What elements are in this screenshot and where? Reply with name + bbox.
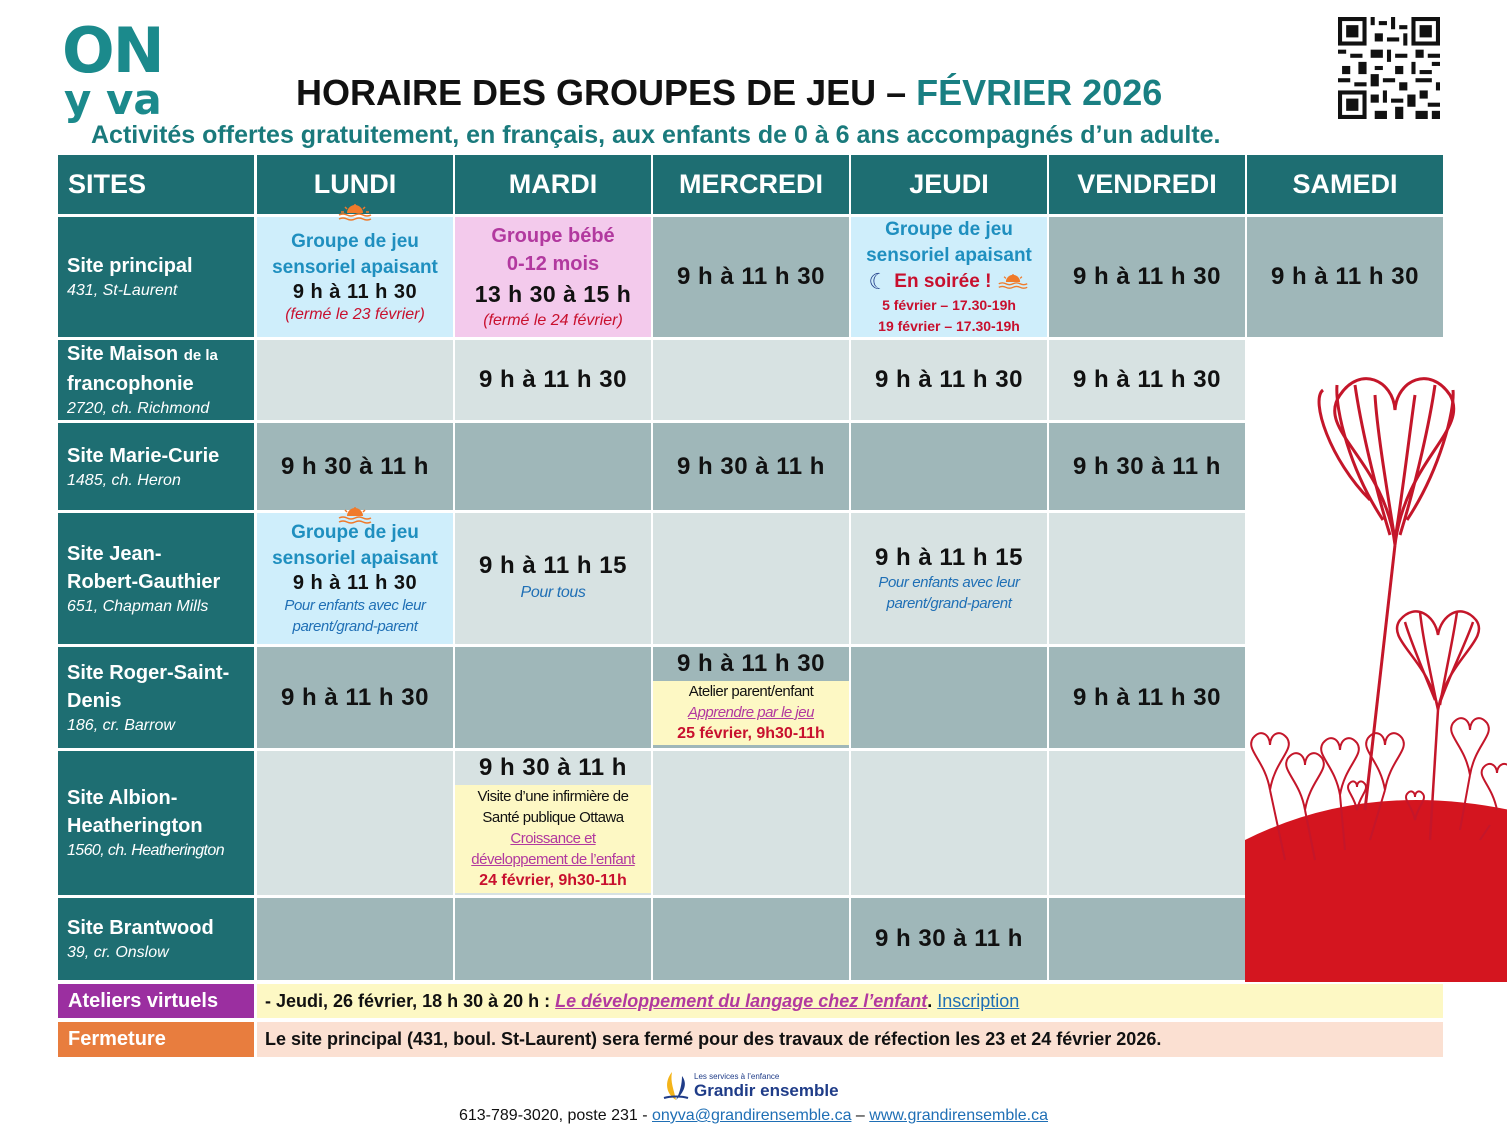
- evening-date-1: 5 février – 17.30-19h: [882, 297, 1016, 313]
- site-name-line2: Heatherington: [67, 815, 203, 837]
- virtual-workshop-link[interactable]: Le développement du langage chez l’enfant: [555, 990, 928, 1011]
- cell-time: 9 h 30 à 11 h: [1073, 452, 1221, 480]
- cell-maison-mardi: [455, 340, 651, 420]
- header-vendredi: VENDREDI: [1049, 155, 1245, 214]
- cell-albion-lundi: [257, 751, 453, 895]
- site-name: Site principal: [67, 255, 193, 277]
- nurse-visit-link-2[interactable]: développement de l’enfant: [471, 851, 635, 868]
- schedule-table: [58, 155, 1443, 982]
- qr-code-icon: [1338, 17, 1440, 119]
- cell-subtitle: sensoriel apaisant: [272, 548, 438, 569]
- workshop-link[interactable]: Apprendre par le jeu: [688, 704, 814, 721]
- site-address: 186, cr. Barrow: [67, 716, 175, 734]
- title-main: HORAIRE DES GROUPES DE JEU –: [296, 72, 917, 113]
- cell-time: 9 h à 11 h 30: [281, 683, 429, 711]
- cell-curie-mardi: [455, 423, 651, 510]
- footer-phone: 613-789-3020, poste 231 -: [458, 1107, 652, 1124]
- cell-time: 9 h à 11 h 30: [292, 572, 418, 594]
- cell-maison-lundi: [257, 340, 453, 420]
- site-name-line2: francophonie: [67, 373, 194, 395]
- site-marie-curie: [58, 423, 254, 510]
- site-name-line2: Denis: [67, 689, 122, 712]
- cell-time: 9 h 30 à 11 h: [677, 452, 825, 480]
- cell-time: 9 h à 11 h 30: [1073, 366, 1221, 393]
- site-address: 651, Chapman Mills: [67, 597, 209, 615]
- cell-principal-samedi: [1247, 217, 1443, 337]
- footer-website-link[interactable]: www.grandirensemble.ca: [869, 1107, 1049, 1124]
- site-name: Site Roger-Saint-: [67, 661, 230, 684]
- cell-time: 9 h à 11 h 30: [875, 366, 1023, 393]
- logo-on: ON: [62, 14, 163, 87]
- cell-title: Groupe bébé: [491, 225, 615, 247]
- cell-curie-lundi: [257, 423, 453, 510]
- virtual-prefix: - Jeudi, 26 février, 18 h 30 à 20 h :: [265, 990, 556, 1011]
- cell-note-2: parent/grand-parent: [886, 594, 1012, 612]
- evening-label: En soirée !: [894, 271, 992, 292]
- site-brantwood: [58, 898, 254, 980]
- nurse-visit-date: 24 février, 9h30-11h: [479, 872, 627, 889]
- header-mardi: MARDI: [455, 155, 651, 214]
- cell-brantwood-mardi: [455, 898, 651, 980]
- cell-albion-mercredi: [653, 751, 849, 895]
- cell-roger-mardi: [455, 647, 651, 748]
- site-roger-saint-denis: [58, 647, 254, 748]
- signup-link[interactable]: Inscription: [937, 990, 1020, 1011]
- cell-time: 9 h 30 à 11 h: [281, 452, 429, 480]
- cell-principal-lundi: [257, 217, 453, 337]
- cell-maison-mercredi: [653, 340, 849, 420]
- site-address: 431, St-Laurent: [67, 282, 178, 299]
- site-name: Site Marie-Curie: [67, 444, 220, 467]
- evening-date-2: 19 février – 17.30-19h: [878, 318, 1020, 334]
- cell-subtitle: sensoriel apaisant: [272, 256, 438, 278]
- footer-email-link[interactable]: onyva@grandirensemble.ca: [652, 1107, 852, 1124]
- cell-gauthier-mardi: [455, 513, 651, 644]
- cell-maison-vendredi: [1049, 340, 1245, 420]
- cell-gauthier-mercredi: [653, 513, 849, 644]
- cell-time: 9 h à 11 h 30: [1073, 263, 1221, 290]
- workshop-box: [653, 681, 849, 745]
- cell-note-1: Pour enfants avec leur: [284, 597, 426, 614]
- site-address: 1560, ch. Heatherington: [67, 842, 224, 859]
- footer-separator: –: [851, 1107, 870, 1124]
- nurse-visit-line-2: Santé publique Ottawa: [482, 809, 624, 826]
- org-tagline: Les services à l’enfance: [694, 1072, 780, 1081]
- cell-note-1: Pour enfants avec leur: [878, 573, 1020, 591]
- cell-brantwood-mercredi: [653, 898, 849, 980]
- cell-curie-mercredi: [653, 423, 849, 510]
- cell-brantwood-lundi: [257, 898, 453, 980]
- logo-yva: y va: [64, 75, 162, 124]
- sunset-icon: [337, 204, 373, 222]
- header-jeudi: JEUDI: [851, 155, 1047, 214]
- virtual-text: [257, 991, 1019, 1012]
- cell-time: 9 h à 11 h 30: [677, 263, 825, 290]
- site-albion-heatherington: [58, 751, 254, 895]
- workshop-date: 25 février, 9h30-11h: [677, 725, 825, 742]
- moon-icon: ☾: [868, 269, 889, 294]
- cell-time: 9 h à 11 h 15: [479, 551, 627, 579]
- site-address: 1485, ch. Heron: [67, 471, 181, 489]
- cell-brantwood-vendredi: [1049, 898, 1245, 980]
- cell-note: Pour tous: [520, 583, 586, 601]
- cell-subtitle: 0-12 mois: [506, 253, 600, 275]
- page-subtitle: Activités offertes gratuitement, en français, aux enfants de 0 à 6 ans accompagnés d’un adulte.: [91, 121, 1221, 149]
- cell-albion-jeudi: [851, 751, 1047, 895]
- virtual-content-cell: [257, 984, 1443, 1018]
- cell-title: Groupe de jeu: [291, 230, 419, 252]
- sunset-icon: [337, 507, 373, 525]
- workshop-title: Atelier parent/enfant: [688, 683, 814, 700]
- cell-time: 9 h à 11 h 30: [677, 650, 825, 677]
- cell-principal-mercredi: [653, 217, 849, 337]
- nurse-visit-line-1: Visite d’une infirmière de: [477, 788, 629, 805]
- cell-principal-jeudi: [851, 217, 1047, 337]
- cell-gauthier-lundi: [257, 513, 453, 644]
- cell-albion-mardi: [455, 751, 651, 895]
- site-name: Site Brantwood: [67, 917, 214, 939]
- cell-gauthier-vendredi: [1049, 513, 1245, 644]
- closure-content-cell: [257, 1022, 1443, 1057]
- org-title: Grandir ensemble: [694, 1081, 839, 1100]
- sunset-icon: [997, 273, 1029, 291]
- cell-title: Groupe de jeu: [291, 522, 419, 543]
- site-principal: [58, 217, 254, 337]
- cell-time: 9 h à 11 h 30: [292, 280, 418, 303]
- cell-albion-vendredi: [1049, 751, 1245, 895]
- site-address: 2720, ch. Richmond: [67, 400, 210, 417]
- site-name-part: Site Maison: [67, 343, 179, 365]
- cell-curie-vendredi: [1049, 423, 1245, 510]
- cell-note: (fermé le 24 février): [483, 312, 623, 329]
- cell-subtitle: sensoriel apaisant: [866, 245, 1032, 266]
- cell-maison-jeudi: [851, 340, 1047, 420]
- cell-curie-jeudi: [851, 423, 1047, 510]
- header-samedi: SAMEDI: [1247, 155, 1443, 214]
- footer-contact: [0, 1107, 1507, 1125]
- header-sites: SITES: [58, 155, 254, 214]
- page-title: [296, 72, 1162, 114]
- site-name: [67, 340, 218, 370]
- site-name-small: de la: [183, 347, 218, 364]
- cell-time: 13 h 30 à 15 h: [474, 281, 632, 307]
- cell-time: 9 h à 11 h 15: [875, 543, 1023, 571]
- virtual-label-cell: [58, 984, 254, 1018]
- org-name: [694, 1072, 839, 1100]
- header-mercredi: MERCREDI: [653, 155, 849, 214]
- cell-title: Groupe de jeu: [885, 219, 1013, 240]
- site-name: Site Albion-: [67, 787, 178, 809]
- grandir-ensemble-logo: [662, 1070, 839, 1102]
- cell-time: 9 h 30 à 11 h: [479, 754, 627, 781]
- cell-roger-vendredi: [1049, 647, 1245, 748]
- cell-roger-jeudi: [851, 647, 1047, 748]
- onyva-logo: [62, 14, 166, 124]
- virtual-label: Ateliers virtuels: [68, 989, 219, 1012]
- leaf-icon: [662, 1070, 690, 1102]
- site-jean-robert-gauthier: [58, 513, 254, 644]
- closure-label-cell: [58, 1022, 254, 1057]
- closure-label: Fermeture: [68, 1028, 166, 1050]
- virtual-dot: .: [927, 990, 938, 1011]
- cell-time: 9 h à 11 h 30: [1073, 683, 1221, 711]
- header-lundi: LUNDI: [257, 155, 453, 214]
- cell-time: 9 h à 11 h 30: [479, 366, 627, 393]
- site-name: Site Jean-: [67, 542, 162, 565]
- closure-text: Le site principal (431, boul. St-Laurent) sera fermé pour des travaux de réfection les 23 et 24 février 2026.: [265, 1029, 1162, 1049]
- cell-principal-vendredi: [1049, 217, 1245, 337]
- cell-time: 9 h 30 à 11 h: [875, 925, 1023, 952]
- cell-time: 9 h à 11 h 30: [1271, 263, 1419, 290]
- cell-note-2: parent/grand-parent: [292, 618, 418, 635]
- cell-roger-mercredi: [653, 647, 849, 748]
- nurse-visit-link-1[interactable]: Croissance et: [510, 830, 596, 847]
- cell-brantwood-jeudi: [851, 898, 1047, 980]
- cell-note: (fermé le 23 février): [285, 305, 425, 323]
- nurse-visit-box: [455, 785, 651, 893]
- site-name-line2: Robert-Gauthier: [67, 570, 221, 593]
- cell-roger-lundi: [257, 647, 453, 748]
- evening-row: [869, 269, 1030, 295]
- cell-principal-mardi: [455, 217, 651, 337]
- hearts-illustration: [1245, 340, 1507, 982]
- title-month: FÉVRIER 2026: [916, 72, 1163, 113]
- cell-gauthier-jeudi: [851, 513, 1047, 644]
- site-maison-francophonie: [58, 340, 254, 420]
- site-address: 39, cr. Onslow: [67, 944, 169, 961]
